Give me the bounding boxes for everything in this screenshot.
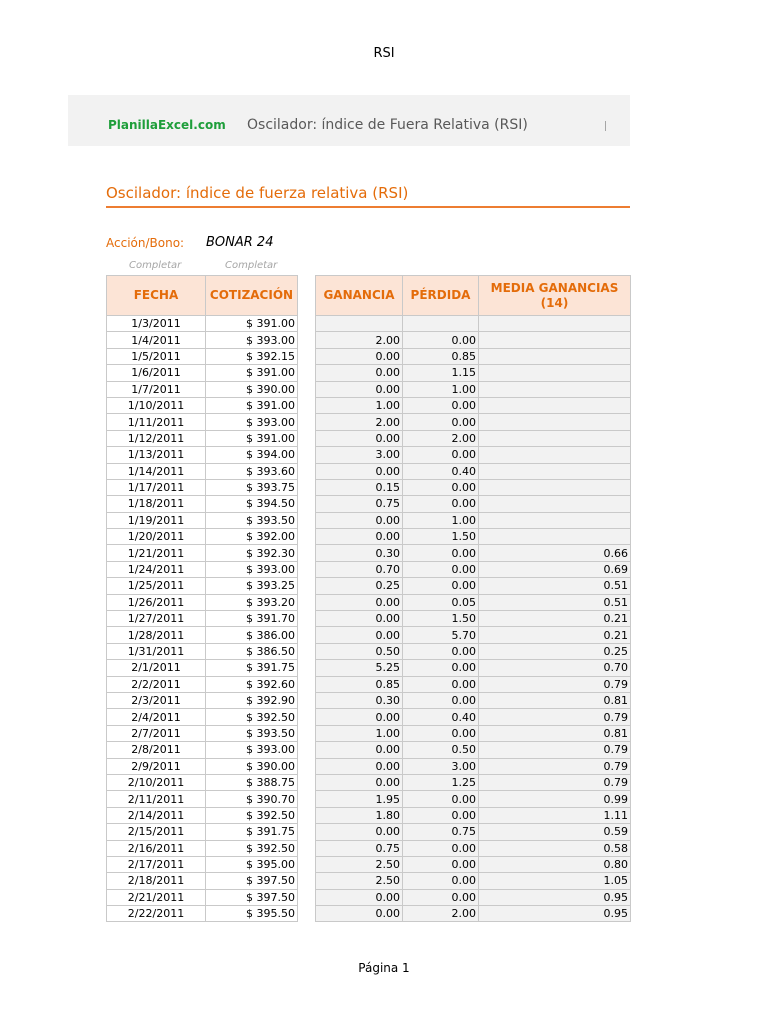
cell-cotizacion[interactable]: $ 391.00 [206, 365, 298, 381]
table-row [107, 529, 298, 545]
header-cotizacion: COTIZACIÓN [206, 276, 298, 316]
cell-cotizacion[interactable]: $ 394.00 [206, 447, 298, 463]
hint-fecha: Completar [129, 260, 182, 271]
cell-perdida[interactable]: 0.00 [403, 332, 479, 348]
page-number: Página 1 [358, 961, 410, 975]
cell-ganancia[interactable]: 0.00 [316, 529, 403, 545]
table-row [107, 348, 298, 364]
cell-cotizacion[interactable]: $ 391.00 [206, 430, 298, 446]
table-row [316, 348, 631, 364]
brand-logo-text[interactable]: PlanillaExcel.com [108, 118, 226, 132]
cell-media-ganancias[interactable] [479, 316, 631, 332]
cell-fecha[interactable]: 2/9/2011 [107, 758, 206, 774]
cell-ganancia[interactable]: 0.00 [316, 430, 403, 446]
cell-ganancia[interactable]: 1.00 [316, 725, 403, 741]
cell-fecha[interactable]: 1/19/2011 [107, 512, 206, 528]
accion-value: BONAR 24 [206, 235, 274, 250]
cell-perdida[interactable]: 0.00 [403, 660, 479, 676]
cell-perdida[interactable]: 1.50 [403, 529, 479, 545]
cell-cotizacion[interactable]: $ 393.00 [206, 742, 298, 758]
cell-perdida[interactable]: 0.75 [403, 824, 479, 840]
cell-perdida[interactable]: 1.00 [403, 381, 479, 397]
cell-media-ganancias[interactable]: 0.79 [479, 774, 631, 790]
table-row [316, 594, 631, 610]
table-row [316, 643, 631, 659]
cell-fecha[interactable]: 1/28/2011 [107, 627, 206, 643]
table-row [316, 365, 631, 381]
cell-media-ganancias[interactable] [479, 397, 631, 413]
cell-perdida[interactable]: 2.00 [403, 906, 479, 922]
table-row [107, 545, 298, 561]
cell-ganancia[interactable]: 2.00 [316, 332, 403, 348]
cell-media-ganancias[interactable] [479, 348, 631, 364]
header-ganancia: GANANCIA [316, 276, 403, 316]
table-row [316, 692, 631, 708]
cell-cotizacion[interactable]: $ 397.50 [206, 889, 298, 905]
cell-ganancia[interactable]: 0.75 [316, 496, 403, 512]
cell-ganancia[interactable]: 0.00 [316, 611, 403, 627]
cell-media-ganancias[interactable]: 0.59 [479, 824, 631, 840]
cell-media-ganancias[interactable] [479, 512, 631, 528]
cell-cotizacion[interactable]: $ 395.50 [206, 906, 298, 922]
cell-media-ganancias[interactable] [479, 381, 631, 397]
table-row [316, 660, 631, 676]
cell-cotizacion[interactable]: $ 392.50 [206, 709, 298, 725]
table-row [316, 856, 631, 872]
table-row [107, 856, 298, 872]
cell-fecha[interactable]: 1/10/2011 [107, 397, 206, 413]
table-row [107, 627, 298, 643]
table-row [107, 316, 298, 332]
table-row [316, 561, 631, 577]
cell-ganancia[interactable]: 1.00 [316, 397, 403, 413]
cell-fecha[interactable]: 1/17/2011 [107, 479, 206, 495]
cell-cotizacion[interactable]: $ 393.00 [206, 561, 298, 577]
cell-cotizacion[interactable]: $ 390.00 [206, 381, 298, 397]
table-row [107, 906, 298, 922]
cell-fecha[interactable]: 1/31/2011 [107, 643, 206, 659]
cell-perdida[interactable]: 1.15 [403, 365, 479, 381]
cell-fecha[interactable]: 1/21/2011 [107, 545, 206, 561]
cell-ganancia[interactable]: 0.30 [316, 545, 403, 561]
cell-media-ganancias[interactable]: 0.81 [479, 692, 631, 708]
cell-perdida[interactable]: 0.00 [403, 447, 479, 463]
cell-cotizacion[interactable]: $ 397.50 [206, 873, 298, 889]
cell-fecha[interactable]: 1/26/2011 [107, 594, 206, 610]
cell-perdida[interactable]: 0.50 [403, 742, 479, 758]
table-row [107, 479, 298, 495]
cell-cotizacion[interactable]: $ 393.20 [206, 594, 298, 610]
cell-fecha[interactable]: 1/13/2011 [107, 447, 206, 463]
cell-ganancia[interactable]: 3.00 [316, 447, 403, 463]
cell-ganancia[interactable]: 0.00 [316, 758, 403, 774]
cell-fecha[interactable]: 1/12/2011 [107, 430, 206, 446]
cell-ganancia[interactable]: 0.00 [316, 774, 403, 790]
header-banner [68, 95, 630, 146]
table-row [316, 381, 631, 397]
cell-cotizacion[interactable]: $ 392.00 [206, 529, 298, 545]
cell-ganancia[interactable]: 2.00 [316, 414, 403, 430]
cell-cotizacion[interactable]: $ 393.00 [206, 332, 298, 348]
cell-cotizacion[interactable]: $ 391.75 [206, 660, 298, 676]
cell-perdida[interactable]: 0.00 [403, 692, 479, 708]
cell-media-ganancias[interactable]: 0.69 [479, 561, 631, 577]
cell-perdida[interactable]: 0.40 [403, 709, 479, 725]
cell-media-ganancias[interactable]: 0.79 [479, 709, 631, 725]
cell-cotizacion[interactable]: $ 394.50 [206, 496, 298, 512]
table-row [107, 332, 298, 348]
cell-fecha[interactable]: 2/7/2011 [107, 725, 206, 741]
cell-cotizacion[interactable]: $ 392.50 [206, 807, 298, 823]
cell-ganancia[interactable]: 0.00 [316, 824, 403, 840]
price-table [106, 275, 298, 922]
cell-cotizacion[interactable]: $ 390.70 [206, 791, 298, 807]
table-row [316, 758, 631, 774]
cell-fecha[interactable]: 1/24/2011 [107, 561, 206, 577]
cell-cotizacion[interactable]: $ 393.75 [206, 479, 298, 495]
table-row [316, 840, 631, 856]
cell-ganancia[interactable]: 0.00 [316, 906, 403, 922]
cell-fecha[interactable]: 1/6/2011 [107, 365, 206, 381]
cell-ganancia[interactable]: 5.25 [316, 660, 403, 676]
title-underline [106, 206, 630, 208]
cell-perdida[interactable]: 0.05 [403, 594, 479, 610]
table-row [107, 725, 298, 741]
cell-fecha[interactable]: 2/4/2011 [107, 709, 206, 725]
cell-perdida[interactable]: 0.40 [403, 463, 479, 479]
table-row [316, 332, 631, 348]
cell-fecha[interactable]: 2/17/2011 [107, 856, 206, 872]
cell-cotizacion[interactable]: $ 393.50 [206, 725, 298, 741]
table-row [316, 906, 631, 922]
cell-perdida[interactable]: 0.00 [403, 643, 479, 659]
cell-cotizacion[interactable]: $ 393.25 [206, 578, 298, 594]
cell-media-ganancias[interactable]: 0.25 [479, 643, 631, 659]
cell-perdida[interactable]: 0.00 [403, 873, 479, 889]
cell-ganancia[interactable]: 0.00 [316, 348, 403, 364]
cell-perdida[interactable]: 0.00 [403, 545, 479, 561]
cell-cotizacion[interactable]: $ 392.50 [206, 840, 298, 856]
table-row [316, 709, 631, 725]
rsi-calc-table [315, 275, 631, 922]
table-row [316, 676, 631, 692]
banner-title: Oscilador: índice de Fuera Relativa (RSI) [247, 117, 528, 133]
table-row [316, 463, 631, 479]
cell-ganancia[interactable]: 0.00 [316, 709, 403, 725]
sheet-title: Oscilador: índice de fuerza relativa (RSI) [106, 184, 409, 202]
cell-ganancia[interactable]: 2.50 [316, 856, 403, 872]
header-media-ganancias: MEDIA GANANCIAS (14) [479, 276, 631, 316]
table-row [107, 561, 298, 577]
cell-perdida[interactable]: 0.00 [403, 414, 479, 430]
cell-fecha[interactable]: 2/15/2011 [107, 824, 206, 840]
table-row [107, 807, 298, 823]
cell-fecha[interactable]: 1/25/2011 [107, 578, 206, 594]
cell-perdida[interactable]: 0.00 [403, 791, 479, 807]
cell-perdida[interactable]: 0.00 [403, 889, 479, 905]
cell-ganancia[interactable]: 0.00 [316, 889, 403, 905]
cell-fecha[interactable]: 2/1/2011 [107, 660, 206, 676]
table-row [316, 627, 631, 643]
cell-ganancia[interactable]: 0.30 [316, 692, 403, 708]
cell-perdida[interactable]: 1.25 [403, 774, 479, 790]
cell-media-ganancias[interactable]: 0.21 [479, 611, 631, 627]
table-row [107, 873, 298, 889]
table-row [107, 709, 298, 725]
cell-fecha[interactable]: 2/18/2011 [107, 873, 206, 889]
cell-ganancia[interactable]: 1.80 [316, 807, 403, 823]
cell-ganancia[interactable]: 0.50 [316, 643, 403, 659]
table-row [316, 447, 631, 463]
table-row [107, 676, 298, 692]
table-row [107, 496, 298, 512]
cell-perdida[interactable]: 0.00 [403, 496, 479, 512]
cell-media-ganancias[interactable]: 0.99 [479, 791, 631, 807]
accion-label: Acción/Bono: [106, 236, 185, 250]
cell-ganancia[interactable]: 0.00 [316, 627, 403, 643]
cell-cotizacion[interactable]: $ 391.00 [206, 316, 298, 332]
cell-perdida[interactable]: 0.00 [403, 856, 479, 872]
cell-perdida[interactable]: 1.00 [403, 512, 479, 528]
cell-media-ganancias[interactable] [479, 529, 631, 545]
cell-ganancia[interactable]: 2.50 [316, 873, 403, 889]
table-row [107, 791, 298, 807]
cell-perdida[interactable]: 3.00 [403, 758, 479, 774]
cell-media-ganancias[interactable]: 0.79 [479, 758, 631, 774]
table-row [316, 873, 631, 889]
cell-cotizacion[interactable]: $ 391.75 [206, 824, 298, 840]
table-row [107, 447, 298, 463]
cell-cotizacion[interactable]: $ 391.00 [206, 397, 298, 413]
table-row [107, 774, 298, 790]
cell-cotizacion[interactable]: $ 392.30 [206, 545, 298, 561]
cell-cotizacion[interactable]: $ 392.15 [206, 348, 298, 364]
cell-media-ganancias[interactable]: 0.79 [479, 742, 631, 758]
cell-fecha[interactable]: 2/14/2011 [107, 807, 206, 823]
cell-media-ganancias[interactable]: 0.95 [479, 889, 631, 905]
table-row [316, 824, 631, 840]
cell-ganancia[interactable]: 0.25 [316, 578, 403, 594]
cell-media-ganancias[interactable]: 0.81 [479, 725, 631, 741]
cell-cotizacion[interactable]: $ 392.90 [206, 692, 298, 708]
cell-media-ganancias[interactable]: 0.80 [479, 856, 631, 872]
cell-media-ganancias[interactable] [479, 496, 631, 512]
cell-media-ganancias[interactable]: 0.95 [479, 906, 631, 922]
cell-ganancia[interactable]: 0.00 [316, 365, 403, 381]
page-title: RSI [373, 46, 395, 61]
cell-ganancia[interactable]: 0.75 [316, 840, 403, 856]
table-row [107, 365, 298, 381]
cell-fecha[interactable]: 1/4/2011 [107, 332, 206, 348]
cell-perdida[interactable]: 1.50 [403, 611, 479, 627]
table-row [316, 807, 631, 823]
table-row [107, 660, 298, 676]
table-row [316, 414, 631, 430]
cell-media-ganancias[interactable]: 0.51 [479, 594, 631, 610]
table-row [107, 889, 298, 905]
table-row [316, 316, 631, 332]
cell-media-ganancias[interactable]: 0.21 [479, 627, 631, 643]
cell-fecha[interactable]: 2/3/2011 [107, 692, 206, 708]
table-row [107, 381, 298, 397]
cell-cotizacion[interactable]: $ 386.50 [206, 643, 298, 659]
cell-media-ganancias[interactable]: 0.58 [479, 840, 631, 856]
cell-perdida[interactable]: 0.00 [403, 561, 479, 577]
cell-cotizacion[interactable]: $ 393.50 [206, 512, 298, 528]
table-row [316, 430, 631, 446]
cell-perdida[interactable]: 0.00 [403, 479, 479, 495]
table-row [316, 889, 631, 905]
cell-ganancia[interactable]: 0.00 [316, 594, 403, 610]
cell-ganancia[interactable]: 0.00 [316, 512, 403, 528]
table-row [316, 611, 631, 627]
table-row [316, 496, 631, 512]
table-row [316, 529, 631, 545]
cell-ganancia[interactable]: 0.00 [316, 463, 403, 479]
cell-media-ganancias[interactable] [479, 447, 631, 463]
cell-ganancia[interactable]: 0.15 [316, 479, 403, 495]
cell-fecha[interactable]: 2/10/2011 [107, 774, 206, 790]
cell-fecha[interactable]: 1/3/2011 [107, 316, 206, 332]
cell-fecha[interactable]: 1/7/2011 [107, 381, 206, 397]
cell-ganancia[interactable]: 0.70 [316, 561, 403, 577]
table-row [107, 594, 298, 610]
cell-cotizacion[interactable]: $ 395.00 [206, 856, 298, 872]
cell-perdida[interactable] [403, 316, 479, 332]
cell-fecha[interactable]: 2/11/2011 [107, 791, 206, 807]
header-perdida: PÉRDIDA [403, 276, 479, 316]
cell-cotizacion[interactable]: $ 393.00 [206, 414, 298, 430]
cell-media-ganancias[interactable]: 0.51 [479, 578, 631, 594]
header-fecha: FECHA [107, 276, 206, 316]
cell-media-ganancias[interactable] [479, 365, 631, 381]
cell-fecha[interactable]: 1/18/2011 [107, 496, 206, 512]
cell-perdida[interactable]: 5.70 [403, 627, 479, 643]
cell-media-ganancias[interactable] [479, 414, 631, 430]
table-row [316, 791, 631, 807]
cell-cotizacion[interactable]: $ 393.60 [206, 463, 298, 479]
cell-fecha[interactable]: 2/21/2011 [107, 889, 206, 905]
table-row [107, 611, 298, 627]
cell-media-ganancias[interactable] [479, 430, 631, 446]
table-row [316, 774, 631, 790]
table-row [107, 430, 298, 446]
cell-perdida[interactable]: 0.00 [403, 676, 479, 692]
cell-cotizacion[interactable]: $ 390.00 [206, 758, 298, 774]
hint-cotizacion: Completar [225, 260, 278, 271]
table-row [316, 479, 631, 495]
cell-ganancia[interactable]: 0.00 [316, 381, 403, 397]
table-row [107, 414, 298, 430]
cell-ganancia[interactable]: 0.00 [316, 742, 403, 758]
cell-perdida[interactable]: 0.00 [403, 578, 479, 594]
cell-media-ganancias[interactable]: 1.11 [479, 807, 631, 823]
cell-fecha[interactable]: 2/16/2011 [107, 840, 206, 856]
cell-media-ganancias[interactable] [479, 479, 631, 495]
cell-fecha[interactable]: 1/27/2011 [107, 611, 206, 627]
cell-ganancia[interactable]: 1.95 [316, 791, 403, 807]
cell-fecha[interactable]: 1/14/2011 [107, 463, 206, 479]
table-row [316, 545, 631, 561]
table-row [107, 397, 298, 413]
cell-media-ganancias[interactable]: 1.05 [479, 873, 631, 889]
cell-cotizacion[interactable]: $ 388.75 [206, 774, 298, 790]
table-row [107, 840, 298, 856]
cell-fecha[interactable]: 2/22/2011 [107, 906, 206, 922]
cell-media-ganancias[interactable]: 0.70 [479, 660, 631, 676]
cell-perdida[interactable]: 0.00 [403, 840, 479, 856]
cell-media-ganancias[interactable]: 0.66 [479, 545, 631, 561]
cell-perdida[interactable]: 0.00 [403, 725, 479, 741]
cell-fecha[interactable]: 1/5/2011 [107, 348, 206, 364]
cell-media-ganancias[interactable] [479, 332, 631, 348]
table-row [107, 758, 298, 774]
cell-cotizacion[interactable]: $ 386.00 [206, 627, 298, 643]
table-row [107, 463, 298, 479]
table-row [316, 725, 631, 741]
cell-fecha[interactable]: 1/20/2011 [107, 529, 206, 545]
table-row [316, 397, 631, 413]
cell-cotizacion[interactable]: $ 392.60 [206, 676, 298, 692]
cell-media-ganancias[interactable] [479, 463, 631, 479]
table-row [107, 643, 298, 659]
cell-perdida[interactable]: 0.00 [403, 807, 479, 823]
cell-fecha[interactable]: 2/2/2011 [107, 676, 206, 692]
cell-ganancia[interactable]: 0.85 [316, 676, 403, 692]
cell-perdida[interactable]: 0.00 [403, 397, 479, 413]
table-row [316, 742, 631, 758]
cell-fecha[interactable]: 1/11/2011 [107, 414, 206, 430]
table-row [316, 578, 631, 594]
table-row [107, 692, 298, 708]
cell-cotizacion[interactable]: $ 391.70 [206, 611, 298, 627]
cell-fecha[interactable]: 2/8/2011 [107, 742, 206, 758]
table-row [107, 578, 298, 594]
cell-media-ganancias[interactable]: 0.79 [479, 676, 631, 692]
table-row [316, 512, 631, 528]
table-row [107, 512, 298, 528]
table-row [107, 824, 298, 840]
cell-ganancia[interactable] [316, 316, 403, 332]
cell-perdida[interactable]: 2.00 [403, 430, 479, 446]
table-row [107, 742, 298, 758]
cell-perdida[interactable]: 0.85 [403, 348, 479, 364]
banner-divider [605, 121, 606, 131]
